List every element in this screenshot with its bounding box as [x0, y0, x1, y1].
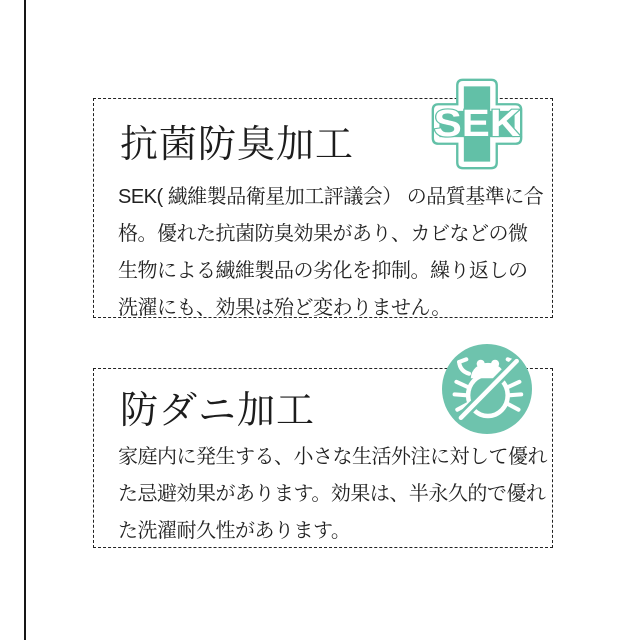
no-mite-icon	[442, 344, 532, 434]
sek-icon-text: SEK	[433, 102, 521, 145]
left-vertical-rule	[24, 0, 26, 640]
body-line: た忌避効果があります。効果は、半永久的で優れ	[118, 483, 546, 505]
feature-section-antibacterial	[93, 98, 553, 318]
sek-certification-icon	[430, 77, 524, 171]
section-title-antibacterial: 抗菌防臭加工	[120, 124, 355, 166]
section-body-antibacterial	[118, 179, 548, 327]
no-mite-badge-icon	[442, 344, 532, 434]
body-line: 洗濯にも、効果は殆ど変わりません。	[118, 297, 451, 319]
sek-cross-icon	[430, 77, 524, 171]
mite-head-bump	[477, 360, 485, 368]
section-body-anti-mite	[118, 439, 548, 550]
body-line: 生物による繊維製品の劣化を抑制。繰り返しの	[118, 260, 528, 282]
body-line: SEK( 繊維製品衛星加工評議会） の品質基準に合	[118, 186, 544, 208]
body-line: た洗濯耐久性があります。	[118, 520, 351, 542]
mite-head-bump	[491, 360, 499, 368]
section-title-anti-mite: 防ダニ加工	[120, 390, 316, 432]
body-line: 家庭内に発生する、小さな生活外注に対して優れ	[118, 446, 547, 468]
feature-section-anti-mite	[93, 368, 553, 548]
body-line: 格。優れた抗菌防臭効果があり、カビなどの微	[118, 223, 528, 245]
